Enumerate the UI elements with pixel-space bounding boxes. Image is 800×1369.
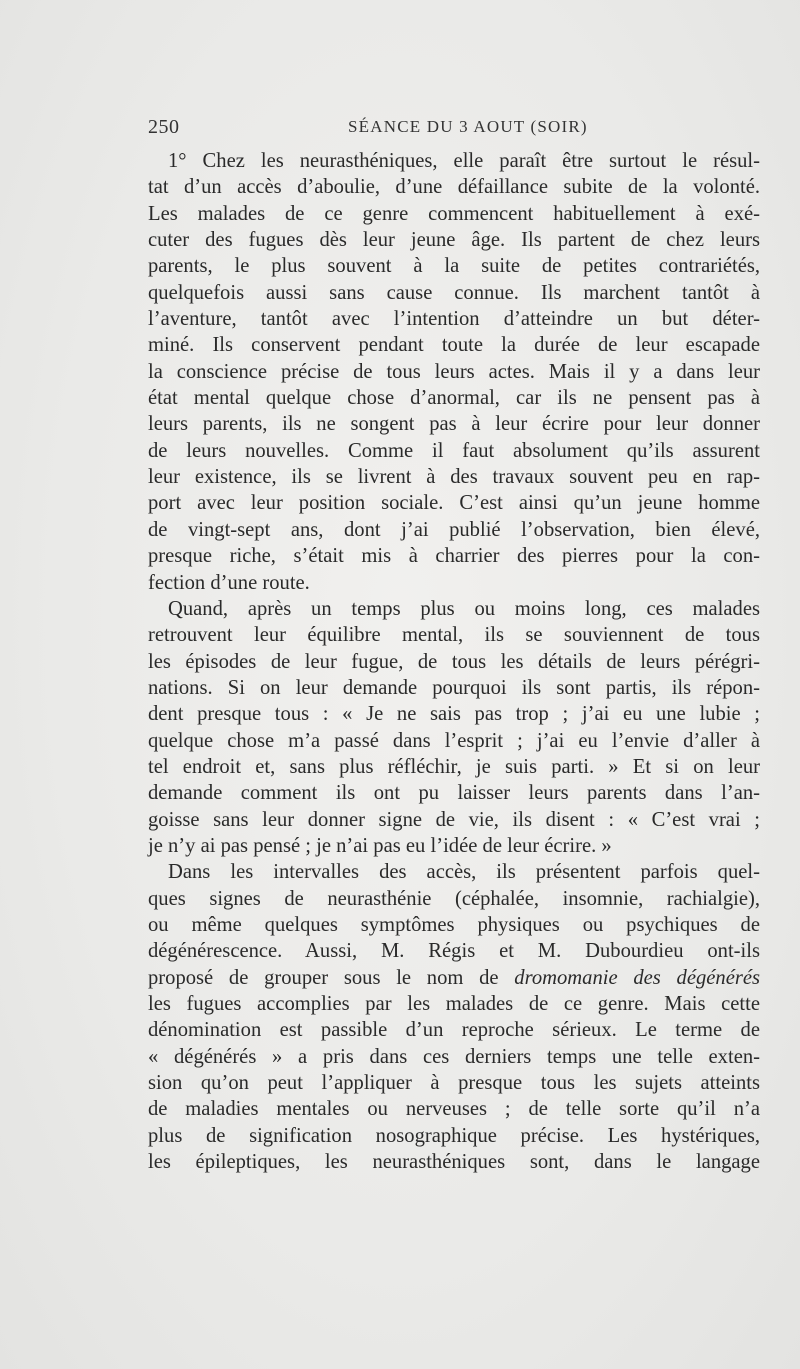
text-line [148, 385, 760, 411]
text-line-content: goisse sans leur donner signe de vie, ils disent : « C’est vrai ; [148, 808, 760, 831]
text-line-content: état mental quelque chose d’anormal, car ils ne pensent pas à [148, 387, 760, 410]
text-line [148, 570, 760, 596]
text-line-content: sion qu’on peut l’appliquer à presque tous les sujets atteints [148, 1072, 760, 1095]
text-line [148, 807, 760, 833]
text-line [148, 675, 760, 701]
text-line-content: 1° Chez les neurasthéniques, elle paraît être surtout le résul- [168, 150, 760, 172]
text-line [148, 359, 760, 385]
text-line-content: Dans les intervalles des accès, ils présentent parfois quel- [168, 861, 760, 884]
text-line [148, 1149, 760, 1175]
text-line [148, 464, 760, 490]
text-line [148, 280, 760, 306]
text-line-content: plus de signification nosographique précise. Les hystériques, [148, 1124, 760, 1147]
text-line-content: quelque chose m’a passé dans l’esprit ; j’ai eu l’envie d’aller à [148, 729, 760, 752]
text-line-content: l’aventure, tantôt avec l’intention d’atteindre un but déter- [148, 308, 760, 331]
text-line-content: Les malades de ce genre commencent habituellement à exé- [148, 202, 760, 225]
text-line [148, 253, 760, 279]
text-line-content: retrouvent leur équilibre mental, ils se souviennent de tous [148, 624, 760, 647]
text-line [148, 332, 760, 358]
text-line-content: port avec leur position sociale. C’est ainsi qu’un jeune homme [148, 492, 760, 515]
text-line-content: cuter des fugues dès leur jeune âge. Ils partent de chez leurs [148, 229, 760, 252]
text-line-content: quelquefois aussi sans cause connue. Ils marchent tantôt à [148, 281, 760, 304]
text-line-content: les épisodes de leur fugue, de tous les détails de leurs pérégri- [148, 650, 760, 673]
text-line-content: demande comment ils ont pu laisser leurs parents dans l’an- [148, 782, 760, 805]
text-line [148, 886, 760, 912]
text-line-content: fection d’une route. [148, 571, 310, 594]
text-line-content: dégénérescence. Aussi, M. Régis et M. Dubourdieu ont-ils [148, 940, 760, 963]
text-line [148, 596, 760, 622]
text-line [148, 938, 760, 964]
text-line [148, 174, 760, 200]
text-line [148, 306, 760, 332]
text-line-content: leurs parents, ils ne songent pas à leur écrire pour leur donner [148, 413, 760, 436]
text-line [148, 965, 760, 991]
running-head [148, 112, 758, 142]
text-line-content: les épileptiques, les neurasthéniques sont, dans le langage [148, 1151, 760, 1174]
text-line-content: nations. Si on leur demande pourquoi ils sont partis, ils répon- [148, 676, 760, 699]
page-number: 250 [148, 116, 180, 138]
text-line-content: les fugues accomplies par les malades de ce genre. Mais cette [148, 993, 760, 1015]
text-line-content: parents, le plus souvent à la suite de petites contrariétés, [148, 255, 760, 278]
text-line-content: ou même quelques symptômes physiques ou psychiques de [148, 913, 760, 936]
text-line-content: tel endroit et, sans plus réfléchir, je suis parti. » Et si on leur [148, 755, 760, 778]
text-line-content: je n’y ai pas pensé ; je n’ai pas eu l’idée de leur écrire. » [148, 834, 612, 857]
text-line [148, 1017, 760, 1043]
text-line [148, 201, 760, 227]
text-line [148, 780, 760, 806]
text-line-content: miné. Ils conservent pendant toute la durée de leur escapade [148, 334, 760, 357]
text-line [148, 728, 760, 754]
text-line [148, 754, 760, 780]
text-line [148, 912, 760, 938]
body-text [148, 148, 760, 1175]
text-line [148, 490, 760, 516]
text-line-content: proposé de grouper sous le nom de [148, 966, 499, 989]
running-title: SÉANCE DU 3 AOUT (SOIR) [348, 117, 588, 136]
text-line-content: Quand, après un temps plus ou moins long, ces malades [168, 597, 760, 620]
text-line-content: de maladies mentales ou nerveuses ; de telle sorte qu’il n’a [148, 1098, 760, 1121]
text-line [148, 991, 760, 1017]
text-line [148, 517, 760, 543]
text-line [148, 859, 760, 885]
text-line [148, 438, 760, 464]
text-line-content: « dégénérés » a pris dans ces derniers temps une telle exten- [148, 1045, 760, 1068]
text-line-content: dent presque tous : « Je ne sais pas trop ; j’ai eu une lubie ; [148, 703, 760, 726]
text-line-content: ques signes de neurasthénie (céphalée, insomnie, rachialgie), [148, 887, 760, 910]
text-line [148, 1070, 760, 1096]
text-line [148, 543, 760, 569]
text-line [148, 1123, 760, 1149]
text-line [148, 411, 760, 437]
text-line-content: dénomination est passible d’un reproche sérieux. Le terme de [148, 1019, 760, 1042]
text-line [148, 148, 760, 174]
text-line [148, 1096, 760, 1122]
text-line-content: tat d’un accès d’aboulie, d’une défaillance subite de la volonté. [148, 176, 760, 199]
text-line-content: leur existence, ils se livrent à des travaux souvent peu en rap- [148, 466, 760, 489]
text-line [148, 701, 760, 727]
italic-term: dromomanie des dégénérés [514, 966, 760, 989]
text-line-content: la conscience précise de tous leurs actes. Mais il y a dans leur [148, 360, 760, 383]
text-line-content: de vingt-sept ans, dont j’ai publié l’observation, bien élevé, [148, 518, 760, 541]
text-line [148, 227, 760, 253]
text-line-content: presque riche, s’était mis à charrier des pierres pour la con- [148, 545, 760, 568]
text-line [148, 649, 760, 675]
text-line-content: de leurs nouvelles. Comme il faut absolument qu’ils assurent [148, 439, 760, 462]
text-line [148, 622, 760, 648]
text-line [148, 1044, 760, 1070]
text-line [148, 833, 760, 859]
